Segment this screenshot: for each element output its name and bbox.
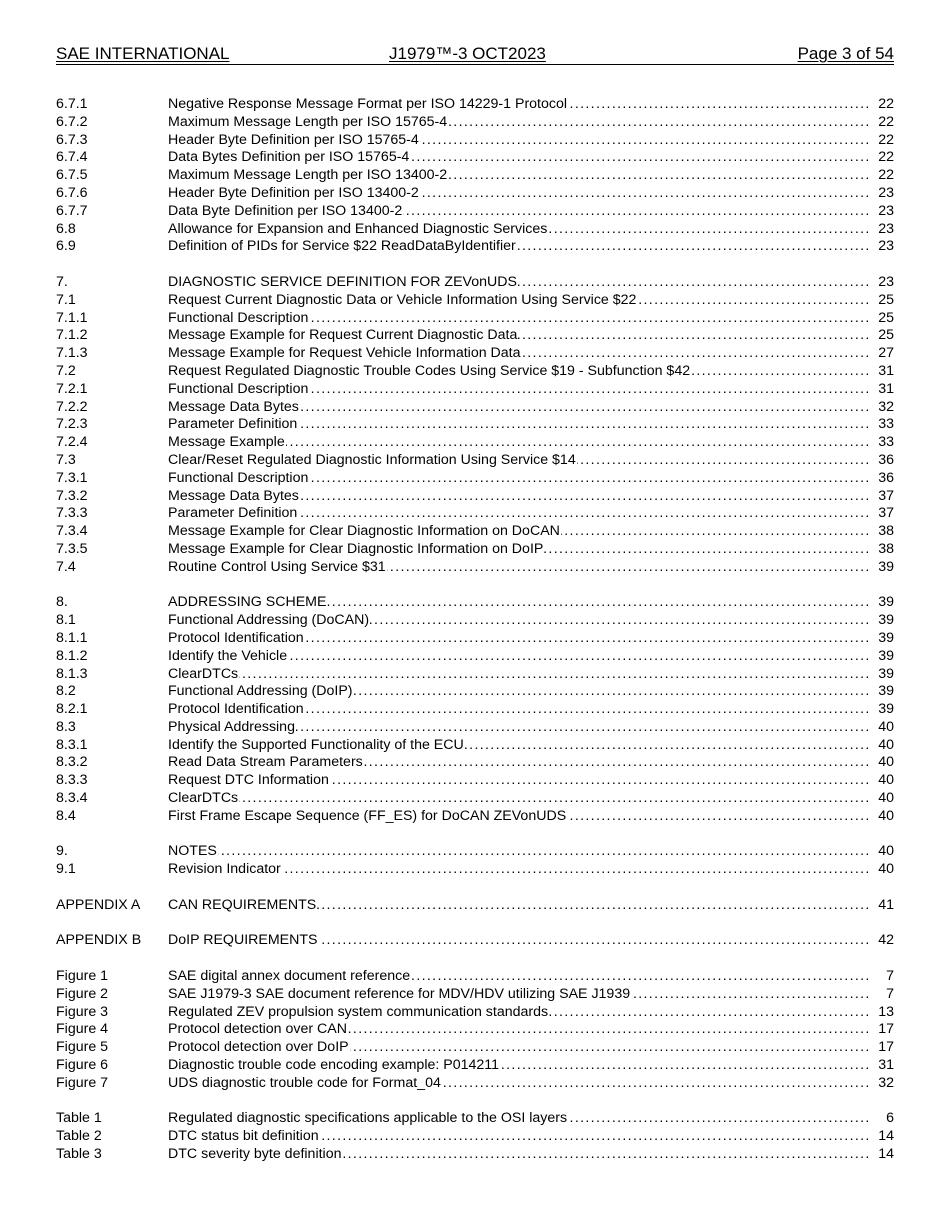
toc-entry-page: 42 [878,932,894,949]
toc-entry[interactable] [56,1057,894,1075]
toc-entry-page: 31 [878,380,894,397]
toc-entry[interactable] [56,523,894,541]
toc-entry-leader [168,790,894,808]
toc-spacer [56,950,894,968]
toc-entry-leader [168,238,894,256]
toc-entry[interactable] [56,310,894,328]
toc-entry-leader [168,363,894,381]
toc-entry-number: 8.3.3 [56,772,88,789]
toc-entry[interactable] [56,399,894,417]
toc-entry-leader [168,541,894,559]
toc-entry-title: Message Data Bytes [168,487,299,504]
toc-entry-title: Data Bytes Definition per ISO 15765-4 [168,149,410,166]
toc-entry[interactable] [56,114,894,132]
toc-entry-number: 6.7.1 [56,96,88,112]
toc-entry-page: 41 [878,896,894,913]
toc-entry-title: Message Example for Request Vehicle Information Data [168,345,521,362]
toc-entry-title: Revision Indicator [168,861,281,878]
toc-entry-title: UDS diagnostic trouble code for Format_04 [168,1074,441,1091]
toc-entry-leader [168,523,894,541]
toc-entry-leader [168,808,894,826]
toc-entry[interactable] [56,986,894,1004]
toc-entry-number: 8.2 [56,683,76,700]
toc-entry-title: Routine Control Using Service $31 [168,558,386,575]
toc-entry-leader [168,666,894,684]
toc-entry-leader [168,381,894,399]
toc-entry-title: Parameter Definition [168,505,298,522]
toc-entry[interactable] [56,1075,894,1093]
toc-entry-leader [168,185,894,203]
toc-entry-number: Figure 3 [56,1003,109,1020]
toc-entry-title: ADDRESSING SCHEME [168,594,327,611]
toc-entry-number: 7.3.5 [56,540,88,557]
toc-entry-page: 25 [878,309,894,326]
toc-entry-title: ClearDTCs [168,790,239,807]
toc-entry-number: Figure 6 [56,1057,109,1074]
toc-entry-title: Maximum Message Length per ISO 15765-4 [168,113,448,130]
toc-entry-title: Physical Addressing [168,718,295,735]
toc-entry-number: 8.3.2 [56,754,88,771]
toc-entry[interactable] [56,808,894,826]
toc-entry-page: 17 [878,1039,894,1056]
toc-entry-leader [168,399,894,417]
toc-entry[interactable] [56,416,894,434]
toc-entry-page: 40 [878,861,894,878]
toc-entry-page: 38 [878,540,894,557]
toc-entry-page: 17 [878,1021,894,1038]
toc-entry-number: Table 1 [56,1110,102,1127]
toc-entry-page: 7 [886,985,894,1002]
toc-entry-page: 40 [878,718,894,735]
toc-entry-title: Functional Addressing (DoIP) [168,683,353,700]
toc-entry-title: Request Regulated Diagnostic Trouble Codes Using Service $19 - Subfunction $42 [168,362,691,379]
toc-entry-title: Protocol Identification [168,701,304,718]
toc-entry-number: 8.1 [56,612,76,629]
toc-entry-title: Message Data Bytes [168,398,299,415]
toc-entry-title: Regulated diagnostic specifications applicable to the OSI layers [168,1110,568,1127]
toc-entry-page: 6 [886,1110,894,1127]
toc-entry-leader [168,505,894,523]
toc-entry-number: 7. [56,273,68,290]
toc-entry-leader [168,292,894,310]
toc-entry-number: 7.2.3 [56,416,88,433]
toc-entry-leader [168,416,894,434]
document-id: J1979™-3 OCT2023 [389,44,546,63]
toc-entry-page: 39 [878,683,894,700]
toc-entry-leader [168,1057,894,1075]
toc-entry-page: 40 [878,736,894,753]
toc-entry-title: Message Example for Request Current Diagnostic Data [168,327,518,344]
toc-entry-leader [168,559,894,577]
toc-entry-number: 8.4 [56,807,76,824]
toc-entry[interactable] [56,167,894,185]
toc-entry-page: 22 [878,149,894,166]
toc-entry-title: Definition of PIDs for Service $22 ReadDataByIdentifier [168,238,516,255]
toc-entry-leader [168,434,894,452]
toc-entry-number: 7.2 [56,362,76,379]
toc-entry-leader [168,1004,894,1022]
toc-entry-leader [168,167,894,185]
toc-entry-title: CAN REQUIREMENTS [168,896,317,913]
toc-entry-page: 23 [878,238,894,255]
page-header [56,44,894,65]
toc-entry-number: 9.1 [56,861,76,878]
toc-entry-number: 6.9 [56,238,76,255]
toc-entry-page: 40 [878,843,894,860]
toc-entry[interactable] [56,701,894,719]
toc-entry-number: 7.1 [56,291,76,308]
toc-entry-page: 22 [878,167,894,184]
toc-entry-page: 37 [878,505,894,522]
toc-entry-page: 7 [886,968,894,985]
toc-entry-title: Functional Description [168,309,309,326]
toc-entry-leader [168,968,894,986]
toc-entry-page: 40 [878,754,894,771]
toc-spacer [56,256,894,274]
toc-entry[interactable] [56,505,894,523]
toc-entry-leader [168,149,894,167]
toc-entry-page: 39 [878,594,894,611]
toc-entry-leader [168,1075,894,1093]
toc-entry-title: Functional Description [168,469,309,486]
toc-entry-number: 7.3 [56,451,76,468]
toc-entry-page: 32 [878,1074,894,1091]
toc-entry-page: 23 [878,202,894,219]
toc-entry-leader [168,1110,894,1128]
toc-entry[interactable] [56,185,894,203]
toc-entry-number: APPENDIX A [56,896,141,913]
toc-entry[interactable] [56,238,894,256]
toc-entry-page: 22 [878,131,894,148]
toc-entry-title: Protocol detection over DoIP [168,1039,349,1056]
toc-entry[interactable] [56,897,894,915]
toc-entry-leader [168,986,894,1004]
toc-entry-leader [168,132,894,150]
toc-entry[interactable] [56,292,894,310]
toc-entry-page: 39 [878,647,894,664]
toc-entry[interactable] [56,843,894,861]
toc-entry-leader [168,310,894,328]
toc-entry-leader [168,861,894,879]
toc-entry-number: 6.8 [56,220,76,237]
toc-entry[interactable] [56,968,894,986]
toc-entry-page: 23 [878,220,894,237]
toc-entry-page: 40 [878,790,894,807]
toc-entry-leader [168,221,894,239]
toc-entry-number: 8. [56,594,68,611]
toc-entry[interactable] [56,541,894,559]
toc-entry-leader [168,470,894,488]
toc-entry[interactable] [56,666,894,684]
toc-entry-page: 36 [878,469,894,486]
toc-entry-page: 39 [878,629,894,646]
toc-spacer [56,577,894,595]
toc-entry-page: 23 [878,184,894,201]
toc-entry-number: 8.3.4 [56,790,88,807]
toc-entry-number: 6.7.6 [56,184,88,201]
toc-entry-leader [168,203,894,221]
toc-entry-number: 8.1.3 [56,665,88,682]
toc-entry-leader [168,488,894,506]
toc-entry-number: Table 2 [56,1128,102,1145]
toc-entry[interactable] [56,470,894,488]
toc-entry-page: 23 [878,273,894,290]
toc-entry[interactable] [56,1004,894,1022]
toc-entry[interactable] [56,683,894,701]
toc-entry-leader [168,737,894,755]
toc-entry-title: NOTES [168,843,217,860]
toc-entry-title: Request Current Diagnostic Data or Vehicle Information Using Service $22 [168,291,637,308]
toc-entry-number: 8.3.1 [56,736,88,753]
toc-entry[interactable] [56,363,894,381]
toc-entry[interactable] [56,612,894,630]
toc-entry-number: 7.1.2 [56,327,88,344]
toc-entry-page: 39 [878,665,894,682]
toc-entry-title: Allowance for Expansion and Enhanced Diagnostic Services [168,220,548,237]
toc-entry-number: Figure 2 [56,985,109,1002]
toc-entry-leader [168,452,894,470]
toc-entry[interactable] [56,737,894,755]
toc-entry-leader [168,648,894,666]
toc-entry-number: 6.7.4 [56,149,88,166]
toc-entry-page: 31 [878,1057,894,1074]
toc-entry-number: 8.1.2 [56,647,88,664]
toc-entry-number: Figure 4 [56,1021,109,1038]
toc-entry-page: 14 [878,1146,894,1163]
toc-entry-title: Header Byte Definition per ISO 13400-2 [168,184,419,201]
toc-entry-number: APPENDIX B [56,932,142,949]
toc-spacer [56,915,894,933]
toc-entry[interactable] [56,932,894,950]
toc-entry-number: Figure 1 [56,968,109,985]
toc-entry-number: 7.1.3 [56,345,88,362]
toc-entry[interactable] [56,327,894,345]
table-of-contents [56,96,894,1164]
toc-entry[interactable] [56,488,894,506]
toc-entry-title: First Frame Escape Sequence (FF_ES) for DoCAN ZEVonUDS [168,807,567,824]
toc-entry-page: 40 [878,807,894,824]
organization-name: SAE INTERNATIONAL [56,44,230,63]
toc-entry-page: 40 [878,772,894,789]
toc-entry-leader [168,1021,894,1039]
toc-entry-page: 25 [878,327,894,344]
toc-entry-title: Message Example [168,434,285,451]
toc-entry-number: 8.1.1 [56,629,88,646]
toc-entry-title: Request DTC Information [168,772,329,789]
toc-entry-title: DoIP REQUIREMENTS [168,932,318,949]
toc-entry-title: Read Data Stream Parameters [168,754,363,771]
toc-entry[interactable] [56,790,894,808]
toc-entry[interactable] [56,1146,894,1164]
toc-entry-title: SAE digital annex document reference [168,968,411,985]
toc-entry-leader [168,754,894,772]
toc-entry-number: 7.3.2 [56,487,88,504]
toc-entry-page: 32 [878,398,894,415]
toc-entry-number: 7.4 [56,558,76,575]
toc-entry-title: Parameter Definition [168,416,298,433]
toc-entry[interactable] [56,772,894,790]
toc-entry-leader [168,594,894,612]
toc-entry-title: Clear/Reset Regulated Diagnostic Information Using Service $14 [168,451,576,468]
toc-entry-page: 22 [878,96,894,112]
toc-entry-number: Figure 7 [56,1074,109,1091]
toc-entry-leader [168,630,894,648]
toc-entry-title: SAE J1979-3 SAE document reference for MDV/HDV utilizing SAE J1939 [168,985,631,1002]
toc-entry-number: 7.2.4 [56,434,88,451]
toc-entry-leader [168,1039,894,1057]
toc-entry-title: Header Byte Definition per ISO 15765-4 [168,131,419,148]
toc-entry[interactable] [56,96,894,114]
toc-entry-leader [168,897,894,915]
toc-entry-leader [168,345,894,363]
toc-entry[interactable] [56,861,894,879]
toc-entry-page: 39 [878,612,894,629]
toc-entry-leader [168,612,894,630]
toc-entry[interactable] [56,149,894,167]
toc-entry[interactable] [56,1110,894,1128]
toc-entry[interactable] [56,132,894,150]
toc-entry-number: 6.7.5 [56,167,88,184]
page-number: Page 3 of 54 [797,44,894,63]
toc-entry-leader [168,274,894,292]
toc-entry-number: Table 3 [56,1146,102,1163]
toc-entry[interactable] [56,648,894,666]
toc-entry-number: 6.7.2 [56,113,88,130]
toc-entry[interactable] [56,630,894,648]
toc-entry-page: 31 [878,362,894,379]
toc-entry-page: 39 [878,701,894,718]
toc-entry-leader [168,719,894,737]
toc-entry-title: DIAGNOSTIC SERVICE DEFINITION FOR ZEVonUDS [168,273,517,290]
toc-entry[interactable] [56,719,894,737]
toc-entry[interactable] [56,345,894,363]
toc-entry-title: DTC status bit definition [168,1128,319,1145]
toc-entry[interactable] [56,1021,894,1039]
toc-entry-number: 7.3.1 [56,469,88,486]
toc-entry-page: 39 [878,558,894,575]
toc-entry-number: 6.7.7 [56,202,88,219]
toc-entry-page: 25 [878,291,894,308]
toc-entry-number: Figure 5 [56,1039,109,1056]
toc-entry-leader [168,96,894,114]
toc-entry-number: 7.3.3 [56,505,88,522]
toc-entry-page: 27 [878,345,894,362]
toc-entry-page: 38 [878,523,894,540]
toc-entry-title: Data Byte Definition per ISO 13400-2 [168,202,403,219]
toc-entry[interactable] [56,274,894,292]
toc-entry-page: 22 [878,113,894,130]
toc-entry-page: 33 [878,434,894,451]
toc-entry-page: 37 [878,487,894,504]
toc-entry[interactable] [56,594,894,612]
toc-entry-title: Protocol detection over CAN [168,1021,348,1038]
toc-entry-title: Message Example for Clear Diagnostic Information on DoCAN [168,523,560,540]
toc-entry-leader [168,327,894,345]
toc-entry-title: Message Example for Clear Diagnostic Information on DoIP [168,540,544,557]
toc-entry-page: 36 [878,451,894,468]
toc-entry[interactable] [56,1039,894,1057]
toc-entry-leader [168,1128,894,1146]
toc-entry-title: Negative Response Message Format per ISO 14229-1 Protocol [168,96,568,112]
toc-entry-leader [168,843,894,861]
toc-entry-leader [168,772,894,790]
toc-entry-title: Identify the Supported Functionality of the ECU [168,736,464,753]
toc-entry[interactable] [56,1128,894,1146]
toc-entry-title: Functional Description [168,380,309,397]
toc-entry-leader [168,1146,894,1164]
toc-entry-number: 7.1.1 [56,309,88,326]
toc-entry-leader [168,114,894,132]
toc-entry-number: 8.2.1 [56,701,88,718]
toc-entry[interactable] [56,754,894,772]
toc-entry-title: Regulated ZEV propulsion system communication standards [168,1003,549,1020]
toc-entry-title: Identify the Vehicle [168,647,288,664]
toc-entry-leader [168,932,894,950]
toc-entry-page: 14 [878,1128,894,1145]
toc-entry-number: 8.3 [56,718,76,735]
toc-entry-title: DTC severity byte definition [168,1146,342,1163]
toc-entry[interactable] [56,203,894,221]
toc-entry-title: Diagnostic trouble code encoding example: P014211 [168,1057,500,1074]
toc-spacer [56,1093,894,1111]
toc-spacer [56,879,894,897]
toc-entry[interactable] [56,434,894,452]
toc-entry-number: 7.3.4 [56,523,88,540]
toc-entry-page: 13 [878,1003,894,1020]
toc-spacer [56,826,894,844]
toc-entry-page: 33 [878,416,894,433]
toc-entry-title: Functional Addressing (DoCAN) [168,612,370,629]
toc-entry-number: 9. [56,843,68,860]
toc-entry-title: Protocol Identification [168,629,304,646]
toc-entry-number: 6.7.3 [56,131,88,148]
toc-entry[interactable] [56,381,894,399]
toc-entry-number: 7.2.2 [56,398,88,415]
toc-entry-title: Maximum Message Length per ISO 13400-2 [168,167,448,184]
toc-entry[interactable] [56,221,894,239]
toc-entry-title: ClearDTCs [168,665,239,682]
toc-entry-leader [168,701,894,719]
toc-entry[interactable] [56,452,894,470]
toc-entry-leader [168,683,894,701]
toc-entry-number: 7.2.1 [56,380,88,397]
toc-entry[interactable] [56,559,894,577]
